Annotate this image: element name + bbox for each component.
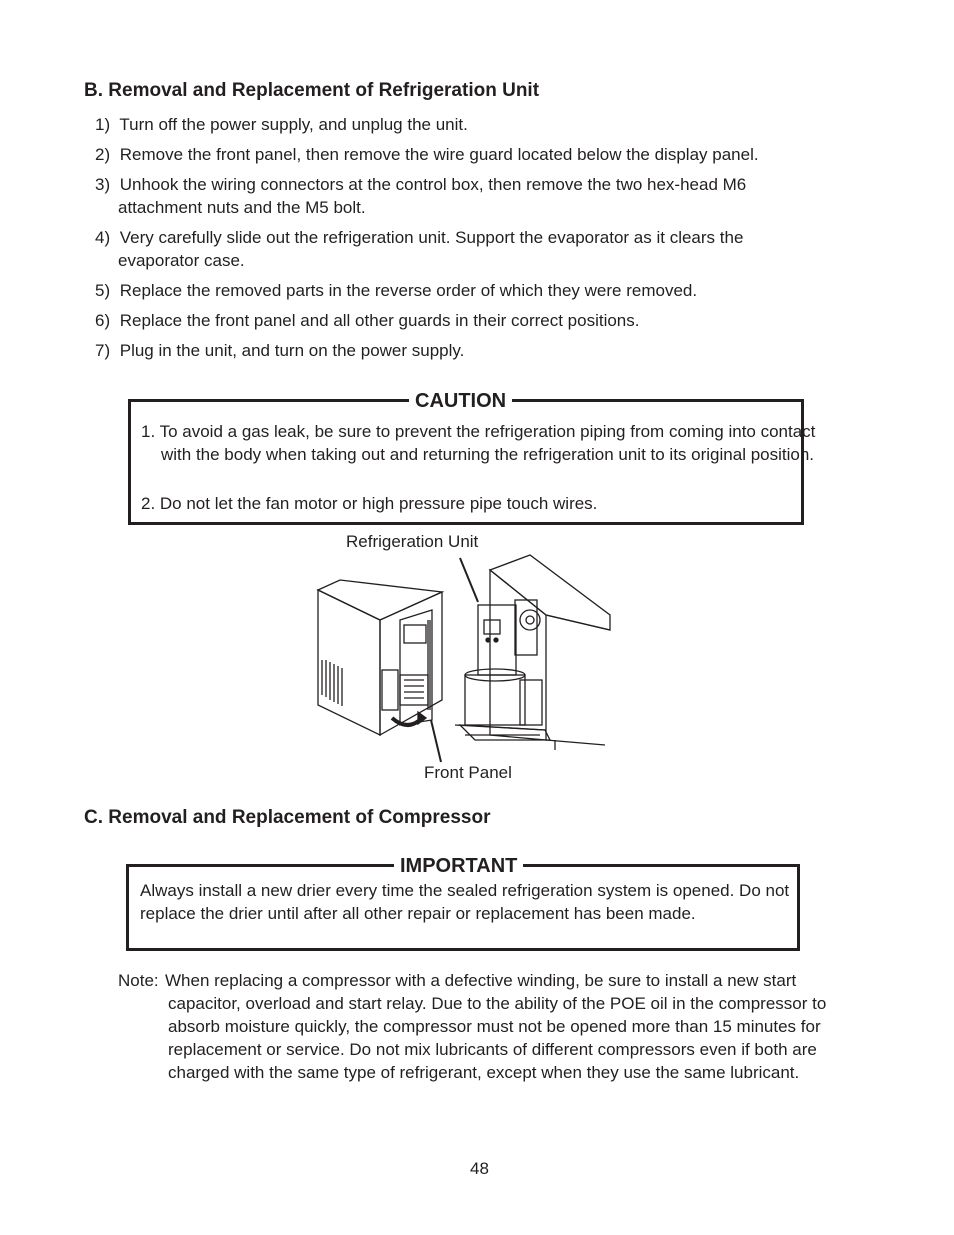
step-text: Replace the removed parts in the reverse order of which they were removed. — [119, 281, 698, 300]
step-number: 2) — [95, 145, 111, 164]
step-text-continued: attachment nuts and the M5 bolt. — [118, 198, 366, 217]
note-prefix: Note: — [118, 971, 159, 990]
page-number: 48 — [470, 1159, 489, 1178]
step-1 — [95, 113, 835, 136]
refrigeration-unit-illustration — [300, 540, 620, 765]
section-b-heading: B. Removal and Replacement of Refrigeration Unit — [84, 80, 540, 101]
step-5 — [95, 279, 835, 302]
note-text: When replacing a compressor with a defective winding, be sure to install a new start capacitor, overload and start relay. Due to the ability of the POE oil in the compressor to absorb moisture quickly, the compressor must not be opened more than 15 minutes for replacement or service. Do not mix lubricants of different compressors even if both are charged with the same type of refrigerant, except when they use the same lubricant. — [165, 971, 827, 1082]
step-text: Replace the front panel and all other guards in their correct positions. — [119, 311, 640, 330]
step-number: 1) — [95, 115, 111, 134]
front-panel-label: Front Panel — [424, 763, 512, 782]
section-c-heading: C. Removal and Replacement of Compressor — [84, 807, 491, 828]
step-number: 4) — [95, 228, 111, 247]
step-3 — [95, 173, 835, 219]
caution-title: CAUTION — [409, 390, 512, 412]
step-text: Very carefully slide out the refrigeration unit. Support the evaporator as it clears the — [119, 228, 744, 247]
step-number: 6) — [95, 311, 111, 330]
step-6 — [95, 309, 835, 332]
step-text: Plug in the unit, and turn on the power supply. — [119, 341, 465, 360]
step-text: Turn off the power supply, and unplug the unit. — [119, 115, 468, 134]
step-text: Remove the front panel, then remove the wire guard located below the display panel. — [119, 145, 759, 164]
refrigeration-unit-label: Refrigeration Unit — [346, 532, 479, 551]
step-2 — [95, 143, 835, 166]
important-text: Always install a new drier every time the sealed refrigeration system is opened. Do not replace the drier until after all other repair or replacement has been made. — [140, 881, 790, 923]
step-text-continued: evaporator case. — [118, 251, 245, 270]
step-4 — [95, 226, 835, 272]
step-number: 3) — [95, 175, 111, 194]
step-number: 7) — [95, 341, 111, 360]
step-7 — [95, 339, 835, 362]
caution-item-2: 2. Do not let the fan motor or high pressure pipe touch wires. — [141, 494, 598, 513]
step-number: 5) — [95, 281, 111, 300]
important-title: IMPORTANT — [394, 855, 523, 877]
caution-item-1: 1. To avoid a gas leak, be sure to prevent the refrigeration piping from coming into contact with the body when taking out and returning the refrigeration unit to its original position. — [141, 422, 816, 464]
step-text: Unhook the wiring connectors at the control box, then remove the two hex-head M6 — [119, 175, 747, 194]
